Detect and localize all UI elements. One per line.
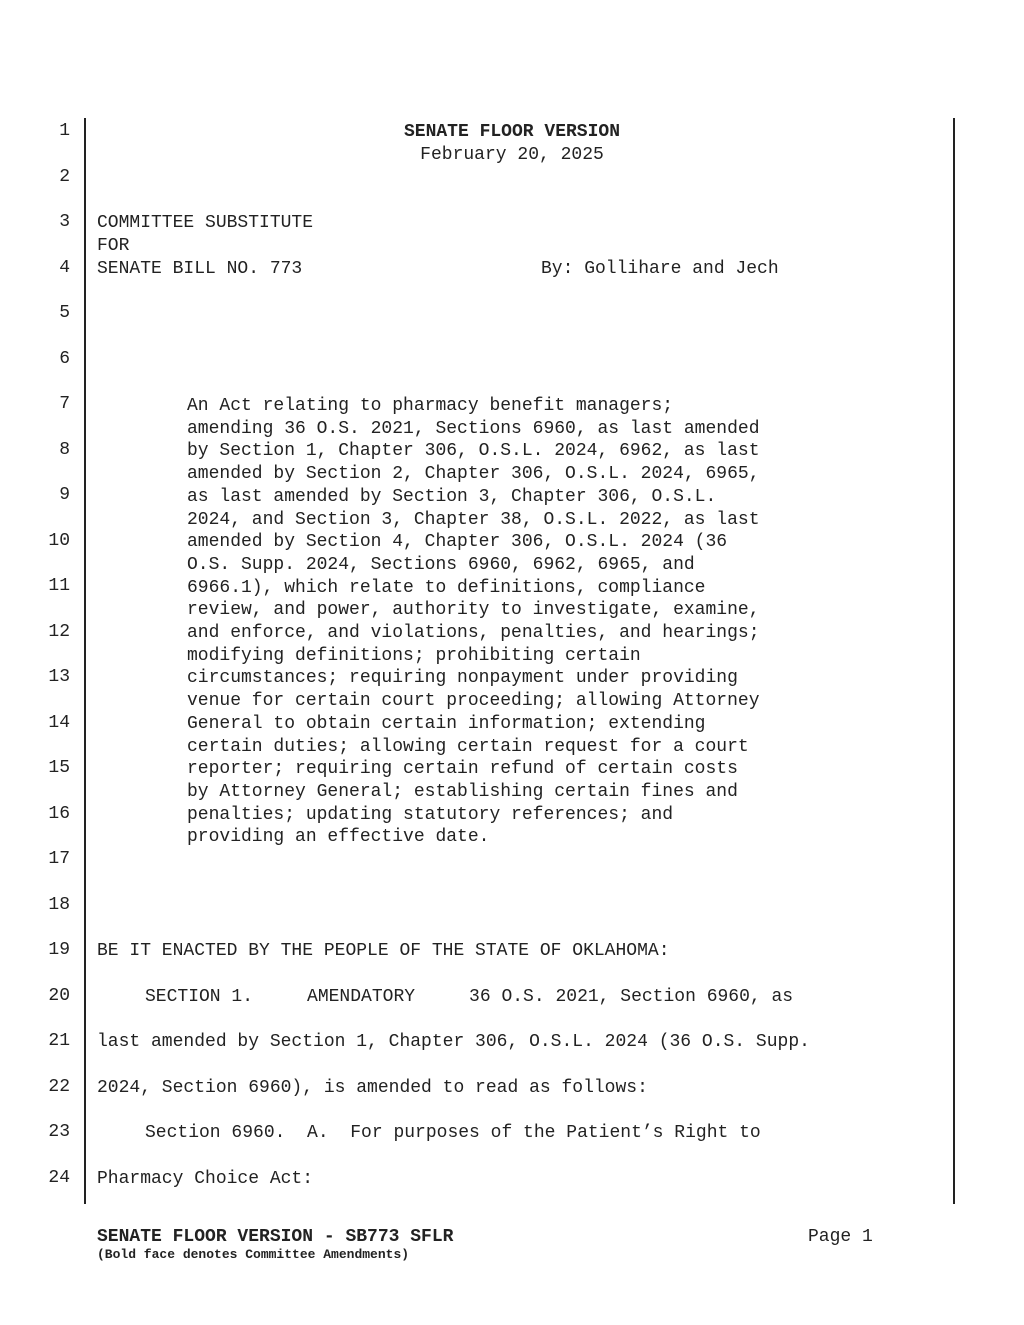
title-line: by Attorney General; establishing certain fines and xyxy=(187,781,738,802)
line-number: 6 xyxy=(59,349,70,369)
line-number: 1 xyxy=(59,121,70,141)
title-line: reporter; requiring certain refund of certain costs xyxy=(187,759,738,780)
section-6960-text: Section 6960. A. For purposes of the Patient’s Right to xyxy=(145,1123,761,1143)
left-margin-rule xyxy=(84,118,86,1204)
footer-version: SENATE FLOOR VERSION - SB773 SFLR xyxy=(97,1227,454,1247)
title-line: and enforce, and violations, penalties, and hearings; xyxy=(187,623,760,643)
line-number: 23 xyxy=(48,1122,70,1142)
line-number: 24 xyxy=(48,1168,70,1188)
line-number: 9 xyxy=(59,485,70,505)
line-number: 21 xyxy=(48,1031,70,1051)
line-number: 18 xyxy=(48,895,70,915)
line-number: 14 xyxy=(48,713,70,733)
line-number: 11 xyxy=(48,576,70,596)
title-line: amended by Section 2, Chapter 306, O.S.L. 2024, 6965, xyxy=(187,464,760,485)
title-line: amending 36 O.S. 2021, Sections 6960, as last amended xyxy=(187,418,760,439)
title-line: 2024, and Section 3, Chapter 38, O.S.L. 2022, as last xyxy=(187,509,760,530)
title-line: 6966.1), which relate to definitions, compliance xyxy=(187,577,706,598)
title-line: providing an effective date. xyxy=(187,827,490,848)
line-number: 7 xyxy=(59,394,70,414)
line-number: 3 xyxy=(59,212,70,232)
title-line: venue for certain court proceeding; allowing Attorney xyxy=(187,691,760,712)
line-number: 4 xyxy=(59,258,70,278)
for-label: FOR xyxy=(97,236,130,256)
footer-note: (Bold face denotes Committee Amendments) xyxy=(97,1247,410,1262)
page-number: Page 1 xyxy=(808,1227,873,1247)
section-1-heading: SECTION 1. AMENDATORY 36 O.S. 2021, Section 6960, as xyxy=(145,987,794,1007)
right-margin-rule xyxy=(953,118,955,1204)
line-number: 15 xyxy=(48,758,70,778)
line-number: 12 xyxy=(48,622,70,642)
bill-authors: By: Gollihare and Jech xyxy=(541,259,779,279)
title-line: review, and power, authority to investigate, examine, xyxy=(187,600,760,621)
line-number: 8 xyxy=(59,440,70,460)
line-number: 16 xyxy=(48,804,70,824)
title-line: General to obtain certain information; extending xyxy=(187,713,706,734)
version-date: February 20, 2025 xyxy=(420,145,604,165)
page-title: SENATE FLOOR VERSION xyxy=(403,122,621,142)
section-1-text: 2024, Section 6960), is amended to read as follows: xyxy=(97,1078,648,1098)
title-line: An Act relating to pharmacy benefit managers; xyxy=(187,396,674,416)
line-number: 19 xyxy=(48,940,70,960)
committee-substitute-label: COMMITTEE SUBSTITUTE xyxy=(97,213,314,233)
bill-number: SENATE BILL NO. 773 xyxy=(97,259,303,279)
title-line: circumstances; requiring nonpayment under providing xyxy=(187,668,738,689)
title-line: O.S. Supp. 2024, Sections 6960, 6962, 6965, and xyxy=(187,554,695,575)
title-line: penalties; updating statutory references; and xyxy=(187,804,674,825)
line-number: 13 xyxy=(48,667,70,687)
line-number: 17 xyxy=(48,849,70,869)
section-6960-text: Pharmacy Choice Act: xyxy=(97,1169,314,1189)
line-number: 10 xyxy=(48,531,70,551)
title-line: as last amended by Section 3, Chapter 306, O.S.L. xyxy=(187,486,717,507)
line-number: 2 xyxy=(59,167,70,187)
title-line: modifying definitions; prohibiting certain xyxy=(187,645,641,666)
title-line: certain duties; allowing certain request for a court xyxy=(187,736,749,757)
line-number: 22 xyxy=(48,1077,70,1097)
section-1-text: last amended by Section 1, Chapter 306, O.S.L. 2024 (36 O.S. Supp. xyxy=(97,1032,810,1052)
line-number: 20 xyxy=(48,986,70,1006)
title-line: amended by Section 4, Chapter 306, O.S.L. 2024 (36 xyxy=(187,532,728,553)
line-number: 5 xyxy=(59,303,70,323)
enacting-clause: BE IT ENACTED BY THE PEOPLE OF THE STATE OF OKLAHOMA: xyxy=(97,941,670,961)
title-line: by Section 1, Chapter 306, O.S.L. 2024, 6962, as last xyxy=(187,441,760,462)
